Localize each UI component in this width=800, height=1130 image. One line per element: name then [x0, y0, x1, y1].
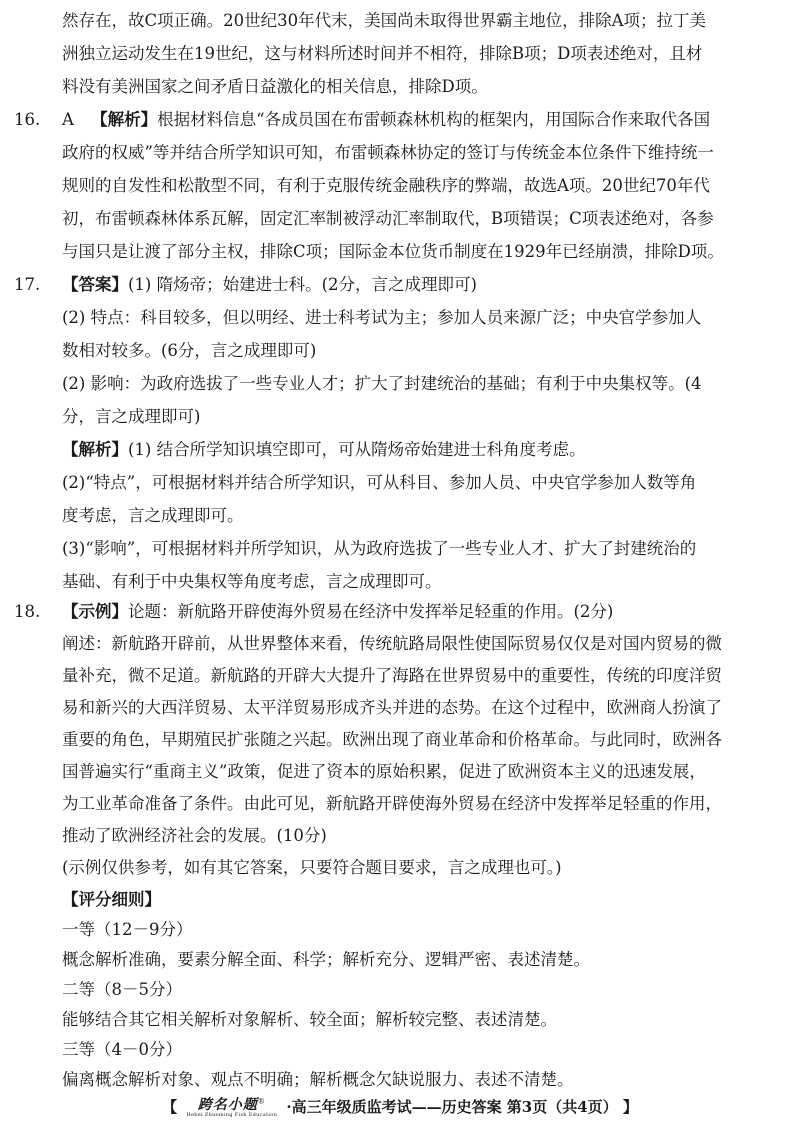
- q16-answer: A: [62, 110, 74, 129]
- rubric-tier-3-level: 三等（4－0分）: [62, 1040, 182, 1059]
- brand-logo: [186, 1098, 277, 1118]
- q16-line-2: 政府的权威”等并结合所学知识可知，布雷顿森林协定的签订与传统金本位条件下维持统一: [62, 143, 714, 162]
- rubric-tier-1-desc: 概念解析准确，要素分解全面、科学；解析充分、逻辑严密、表述清楚。: [62, 950, 590, 969]
- q15-line-1: 然存在，故C项正确。20世纪30年代末，美国尚未取得世界霸主地位，排除A项；拉丁美: [62, 11, 707, 30]
- page-footer: [0, 1097, 800, 1118]
- q18-body-line-2: 量补充，微不足道。新航路的开辟大大提升了海路在世界贸易中的重要性，传统的印度洋贸: [62, 666, 722, 685]
- rubric-tier-2-level: 二等（8－5分）: [62, 980, 182, 999]
- q18-thesis: 论题：新航路开辟使海外贸易在经济中发挥举足轻重的作用。(2分): [128, 602, 614, 621]
- q18-body-line-5: 国普遍实行“重商主义”政策，促进了资本的原始积累，促进了欧洲资本主义的迅速发展，: [62, 762, 706, 781]
- q18-first-line: [0, 602, 800, 622]
- q15-line-3: 料没有美洲国家之间矛盾日益激化的相关信息，排除D项。: [62, 77, 488, 96]
- q16-line-5: 与国只是让渡了部分主权，排除C项；国际金本位货币制度在1929年已经崩溃，排除D项。: [62, 242, 724, 261]
- q15-line-2: 洲独立运动发生在19世纪，这与材料所述时间并不相符，排除B项；D项表述绝对，且材: [62, 44, 703, 63]
- footer-text: ·高三年级质监考试——历史答案 第3页（共4页）: [286, 1098, 618, 1116]
- q17-answer-tag: 【答案】: [62, 275, 128, 294]
- q18-body-line-6: 为工业革命准备了条件。由此可见，新航路开辟使海外贸易在经济中发挥举足轻重的作用，: [62, 794, 722, 813]
- q16-line-3: 规则的自发性和松散型不同，有利于克服传统金融秩序的弊端，故选A项。20世纪70年代: [62, 176, 710, 195]
- q17-analysis-line-3: 度考虑，言之成理即可。: [62, 506, 244, 525]
- q17-analysis-line-4: (3)“影响”，可根据材料并所学知识，从为政府选拔了一些专业人才、扩大了封建统治的: [62, 539, 697, 558]
- q16-number: 16.: [14, 110, 41, 129]
- footer-bracket-close: 】: [622, 1098, 638, 1116]
- q18-body-line-8: (示例仅供参考，如有其它答案，只要符合题目要求，言之成理也可。): [62, 858, 562, 877]
- q17-answer-text: (1) 隋炀帝；始建进士科。(2分，言之成理即可): [128, 275, 477, 294]
- q17-line-4: (2) 影响：为政府选拔了一些专业人才；扩大了封建统治的基础；有利于中央集权等。(4: [62, 374, 702, 393]
- q18-number: 18.: [14, 602, 41, 621]
- q17-analysis-first: [0, 440, 800, 460]
- q17-line-5: 分，言之成理即可): [62, 407, 201, 426]
- q18-body-line-3: 易和新兴的大西洋贸易、太平洋贸易形成齐头并进的态势。在这个过程中，欧洲商人扮演了: [62, 698, 722, 717]
- q16-analysis-text: 根据材料信息“各成员国在布雷顿森林机构的框架内，用国际合作来取代各国: [157, 110, 711, 129]
- q18-body-line-1: 阐述：新航路开辟前，从世界整体来看，传统航路局限性使国际贸易仅仅是对国内贸易的微: [62, 634, 722, 653]
- q18-example-tag: 【示例】: [62, 602, 128, 621]
- rubric-title: 【评分细则】: [62, 890, 161, 909]
- q16-line-4: 初，布雷顿森林体系瓦解，固定汇率制被浮动汇率制取代，B项错误；C项表述绝对，各参: [62, 209, 714, 228]
- q17-analysis-line-5: 基础、有利于中央集权等角度考虑，言之成理即可。: [62, 572, 442, 591]
- q17-first-line: [0, 275, 800, 295]
- rubric-tier-3-desc: 偏离概念解析对象、观点不明确；解析概念欠缺说服力、表述不清楚。: [62, 1070, 574, 1089]
- q16-first-line: [0, 110, 800, 130]
- footer-bracket-open: 【: [162, 1098, 178, 1116]
- q18-body-line-4: 重要的角色，早期殖民扩张随之兴起。欧洲出现了商业革命和价格革命。与此同时，欧洲各: [62, 730, 722, 749]
- q17-line-2: (2) 特点：科目较多，但以明经、进士科考试为主；参加人员来源广泛；中央官学参加人: [62, 308, 702, 327]
- q17-analysis-text: (1) 结合所学知识填空即可，可从隋炀帝始建进士科角度考虑。: [128, 440, 586, 459]
- brand-english: Hebei Zhuoming Fish Education: [186, 1112, 278, 1118]
- q16-analysis-tag: 【解析】: [91, 110, 158, 129]
- rubric-tier-2-desc: 能够结合其它相关解析对象解析、较全面；解析较完整、表述清楚。: [62, 1010, 557, 1029]
- q17-line-3: 数相对较多。(6分，言之成理即可): [62, 341, 317, 360]
- q17-analysis-tag: 【解析】: [62, 440, 128, 459]
- rubric-tier-1-level: 一等（12－9分）: [62, 920, 193, 939]
- q17-number: 17.: [14, 275, 41, 294]
- q17-analysis-line-2: (2)“特点”，可根据材料并结合所学知识，可从科目、参加人员、中央官学参加人数等角: [62, 473, 697, 492]
- brand-name: 跨名小题®: [197, 1097, 266, 1113]
- q18-body-line-7: 推动了欧洲经济社会的发展。(10分): [62, 826, 327, 845]
